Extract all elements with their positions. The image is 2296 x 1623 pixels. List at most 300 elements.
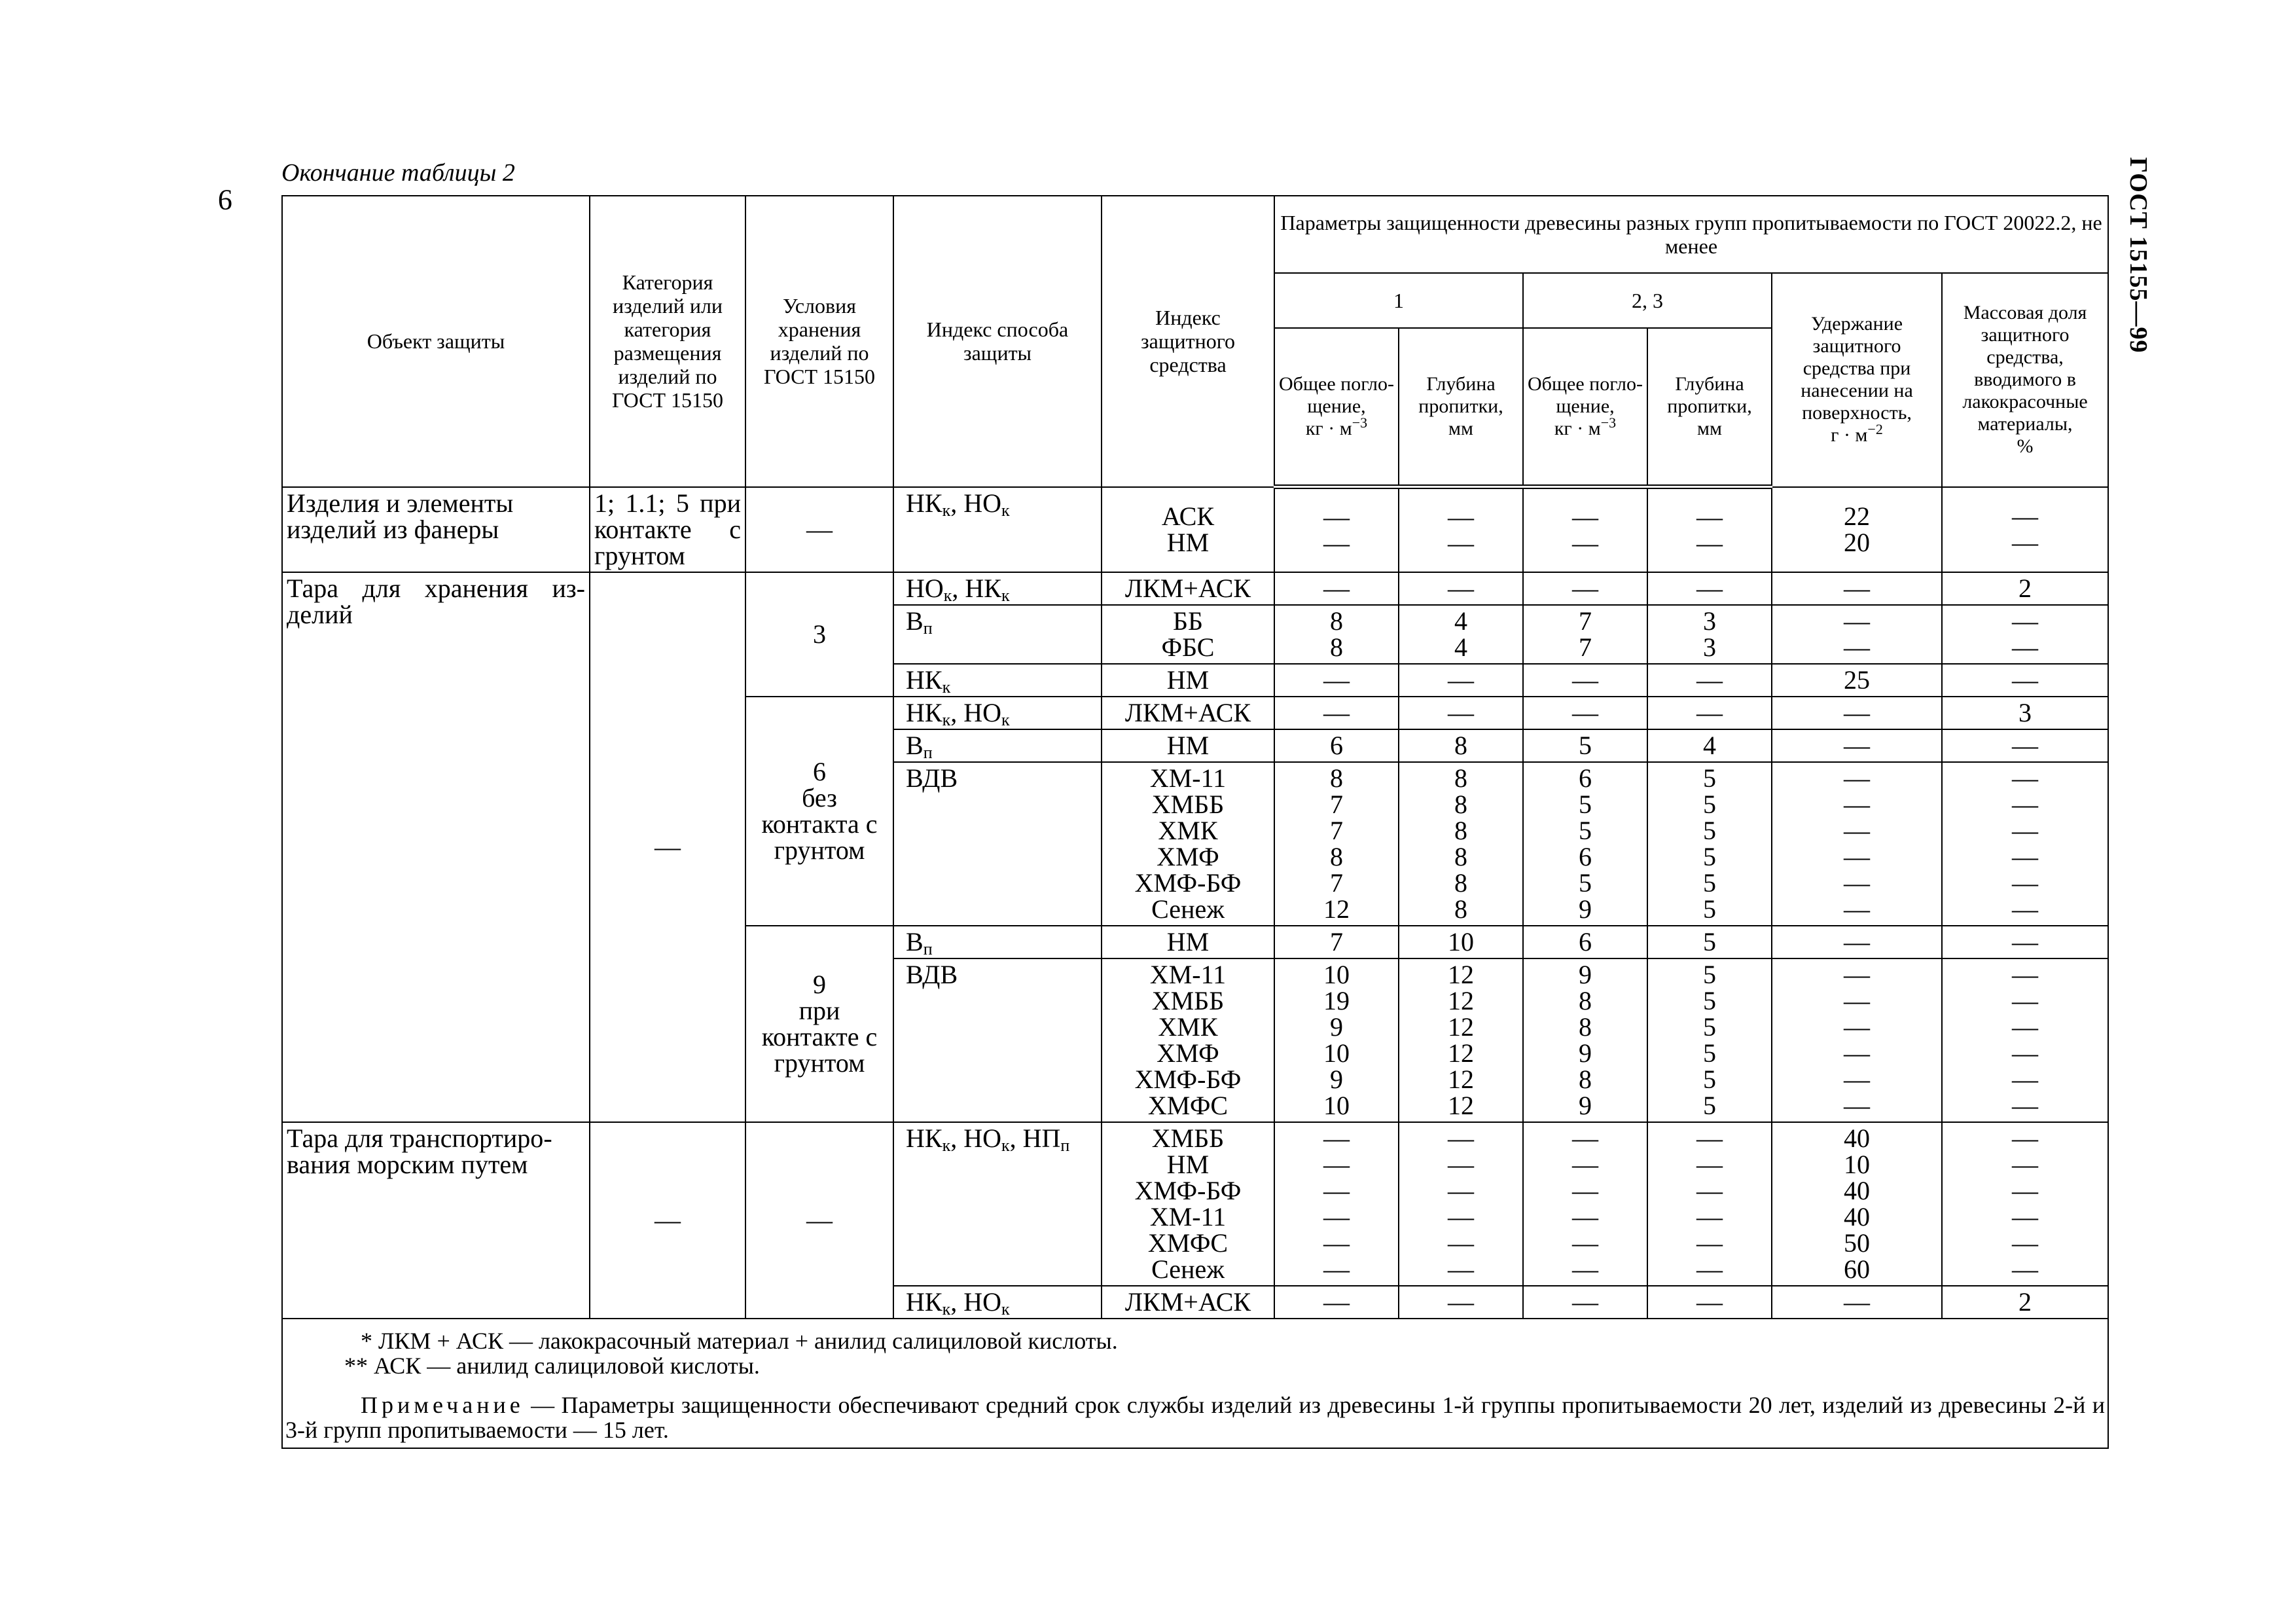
cell-line: 50 bbox=[1844, 1228, 1870, 1258]
value-cell: — bbox=[1523, 572, 1647, 605]
cell-line: 8 bbox=[1579, 1064, 1592, 1094]
absorption-label: Общее поглощение, bbox=[1279, 373, 1394, 417]
cell-line: ХМФ-БФ bbox=[1134, 1175, 1242, 1205]
cell-line: — bbox=[1696, 528, 1723, 558]
cell-line: 8 bbox=[1454, 815, 1467, 845]
cell-line: 5 bbox=[1703, 985, 1716, 1015]
value-cell bbox=[1399, 1122, 1523, 1286]
cell-line: ХМФС bbox=[1147, 1090, 1229, 1120]
header-g23-depth bbox=[1647, 328, 1772, 487]
value-cell: 25 bbox=[1772, 664, 1942, 697]
object-cell: Тара для хранения изделий bbox=[282, 572, 590, 1122]
cell-line: 7 bbox=[1330, 815, 1343, 845]
cell-line: без bbox=[802, 782, 837, 812]
conditions-cell: 3 bbox=[745, 572, 893, 697]
cell-line: 5 bbox=[1703, 1038, 1716, 1068]
value-cell: — bbox=[1399, 1286, 1523, 1319]
agent-cell: ЛКМ+АСК bbox=[1102, 572, 1274, 605]
cell-line: — bbox=[1323, 1175, 1350, 1205]
value-cell: — bbox=[1274, 697, 1399, 729]
cell-line: — bbox=[1323, 1254, 1350, 1284]
value-cell bbox=[1523, 1122, 1647, 1286]
cell-line: 7 bbox=[1579, 632, 1592, 662]
cell-line: — bbox=[2012, 1038, 2039, 1068]
cell-line: — bbox=[1844, 1090, 1870, 1120]
cell-line: — bbox=[2012, 1254, 2039, 1284]
cell-line: 5 bbox=[1703, 841, 1716, 871]
cell-line: 60 bbox=[1844, 1254, 1870, 1284]
cell-line: — bbox=[1572, 501, 1598, 532]
cell-line: — bbox=[1448, 1175, 1474, 1205]
note-text: — Параметры защищенности обеспечивают средний срок службы изделий из древесины 1-й группы пропитываемости 20 лет, изделий из древесины 2-й и 3-й групп пропитываемости — 15 лет. bbox=[285, 1391, 2106, 1443]
cell-line: — bbox=[1696, 501, 1723, 532]
cell-line: — bbox=[1448, 528, 1474, 558]
cell-line: 19 bbox=[1323, 985, 1350, 1015]
cell-line: ХМББ bbox=[1151, 789, 1225, 819]
cell-line: ХМФС bbox=[1147, 1228, 1229, 1258]
cell-line: — bbox=[1844, 606, 1870, 636]
value-cell bbox=[1772, 762, 1942, 926]
value-cell bbox=[1647, 605, 1772, 664]
cell-line: 5 bbox=[1579, 867, 1592, 898]
value-cell: 6 bbox=[1274, 729, 1399, 762]
header-mass bbox=[1942, 273, 2108, 487]
conditions-cell bbox=[745, 926, 893, 1122]
cell-line: контакта с bbox=[761, 809, 878, 839]
cell-line: 8 bbox=[1454, 841, 1467, 871]
cell-line: — bbox=[2012, 985, 2039, 1015]
cell-line: ББ bbox=[1173, 606, 1203, 636]
footnote-1: * ЛКМ + АСК — лакокрасочный материал + анилид салициловой кислоты. bbox=[361, 1327, 1118, 1354]
cell-line: контакте с bbox=[761, 1021, 878, 1051]
absorption-unit: кг · м bbox=[1305, 418, 1352, 439]
cell-line: Сенеж bbox=[1151, 1254, 1225, 1284]
cell-line: 9 bbox=[1579, 1038, 1592, 1068]
cell-line: — bbox=[1572, 1149, 1598, 1179]
header-retention-label: Удержание защитного средства при нанесении на поверхность, bbox=[1801, 313, 1913, 424]
cell-line: — bbox=[1844, 867, 1870, 898]
value-cell: 5 bbox=[1523, 729, 1647, 762]
cell-line: ХМК bbox=[1158, 1012, 1218, 1042]
cell-line: 12 bbox=[1448, 985, 1474, 1015]
value-cell bbox=[1523, 487, 1647, 572]
protection-table bbox=[281, 195, 2109, 1449]
cell-line: 9 bbox=[1579, 894, 1592, 924]
cell-line: 7 bbox=[1330, 789, 1343, 819]
value-cell: — bbox=[1399, 697, 1523, 729]
cell-line: 22 bbox=[1844, 501, 1870, 531]
cell-line: — bbox=[2012, 1228, 2039, 1258]
cell-line: 3 bbox=[1703, 606, 1716, 636]
cell-line: — bbox=[1844, 632, 1870, 662]
value-cell: 2 bbox=[1942, 1286, 2108, 1319]
cell-line: — bbox=[1844, 763, 1870, 793]
value-cell: — bbox=[1942, 729, 2108, 762]
cell-line: — bbox=[1572, 1201, 1598, 1231]
header-agent: Индекс защитного средства bbox=[1102, 196, 1274, 487]
value-cell: 4 bbox=[1647, 729, 1772, 762]
cell-line: 9 bbox=[1579, 959, 1592, 989]
cell-line: 10 bbox=[1323, 1038, 1350, 1068]
cell-line: 8 bbox=[1579, 985, 1592, 1015]
cell-line: 5 bbox=[1703, 789, 1716, 819]
method-cell: $В_п$ bbox=[893, 729, 1102, 762]
cell-line: 10 bbox=[1323, 1090, 1350, 1120]
depth-unit: мм bbox=[1697, 418, 1722, 439]
cell-line: 4 bbox=[1454, 632, 1467, 662]
header-retention-unit: г · м bbox=[1831, 424, 1868, 447]
agent-cell bbox=[1102, 605, 1274, 664]
cell-line: 7 bbox=[1330, 867, 1343, 898]
value-cell: — bbox=[1399, 664, 1523, 697]
value-cell bbox=[1523, 605, 1647, 664]
method-cell: ВДВ bbox=[893, 762, 1102, 926]
agent-cell: НМ bbox=[1102, 729, 1274, 762]
value-cell bbox=[1942, 1122, 2108, 1286]
cell-line: НМ bbox=[1166, 1149, 1210, 1179]
value-cell: 10 bbox=[1399, 926, 1523, 958]
cell-line: ФБС bbox=[1161, 632, 1215, 662]
value-cell: 5 bbox=[1647, 926, 1772, 958]
value-cell: — bbox=[1772, 697, 1942, 729]
cell-line: 5 bbox=[1703, 1090, 1716, 1120]
value-cell: — bbox=[1523, 664, 1647, 697]
header-group-2-3: 2, 3 bbox=[1523, 273, 1772, 328]
cell-line: 12 bbox=[1448, 1090, 1474, 1120]
note-label: Примечание bbox=[361, 1391, 524, 1418]
cell-line: — bbox=[2012, 894, 2039, 924]
cell-line: 8 bbox=[1330, 841, 1343, 871]
cell-line: — bbox=[1844, 815, 1870, 845]
value-cell bbox=[1772, 958, 1942, 1122]
header-object: Объект защиты bbox=[282, 196, 590, 487]
cell-line: — bbox=[1696, 1149, 1723, 1179]
agent-cell: НМ bbox=[1102, 664, 1274, 697]
depth-label: Глубина пропитки, bbox=[1418, 373, 1503, 417]
value-cell bbox=[1942, 487, 2108, 572]
value-cell: — bbox=[1274, 664, 1399, 697]
cell-line: — bbox=[1844, 985, 1870, 1015]
category-cell: — bbox=[590, 1122, 745, 1319]
agent-cell bbox=[1102, 958, 1274, 1122]
cell-line: 8 bbox=[1454, 867, 1467, 898]
method-cell: $НК_к$, $НО_к$ bbox=[893, 1286, 1102, 1319]
value-cell: — bbox=[1523, 697, 1647, 729]
value-cell bbox=[1523, 958, 1647, 1122]
absorption-exp: −3 bbox=[1352, 414, 1368, 431]
cell-line: — bbox=[1844, 1064, 1870, 1094]
cell-line: 20 bbox=[1844, 527, 1870, 557]
cell-line: 12 bbox=[1448, 959, 1474, 989]
value-cell bbox=[1399, 487, 1523, 572]
cell-line: 40 bbox=[1844, 1123, 1870, 1153]
cell-line: 12 bbox=[1448, 1064, 1474, 1094]
method-cell: $НК_к$, $НО_к$, $НП_п$ bbox=[893, 1122, 1102, 1286]
value-cell: — bbox=[1647, 572, 1772, 605]
cell-line: 5 bbox=[1579, 789, 1592, 819]
cell-line: — bbox=[2012, 959, 2039, 989]
method-cell: $НК_к$, $НО_к$ bbox=[893, 697, 1102, 729]
cell-line: при bbox=[798, 995, 840, 1025]
cell-line: 12 bbox=[1448, 1012, 1474, 1042]
cell-line: — bbox=[1323, 1228, 1350, 1258]
cell-line: — bbox=[1844, 841, 1870, 871]
value-cell: 3 bbox=[1942, 697, 2108, 729]
cell-line: — bbox=[1844, 1038, 1870, 1068]
cell-line: — bbox=[2012, 1090, 2039, 1120]
agent-cell bbox=[1102, 487, 1274, 572]
cell-line: грунтом bbox=[774, 835, 865, 865]
method-cell: $В_п$ bbox=[893, 926, 1102, 958]
cell-line: — bbox=[2012, 867, 2039, 898]
cell-line: — bbox=[1844, 894, 1870, 924]
cell-line: 5 bbox=[1703, 763, 1716, 793]
cell-line: — bbox=[1844, 959, 1870, 989]
cell-line: ХМФ-БФ bbox=[1134, 1064, 1242, 1094]
value-cell bbox=[1647, 1122, 1772, 1286]
cell-line: — bbox=[1323, 1201, 1350, 1231]
cell-line: — bbox=[1696, 1228, 1723, 1258]
cell-line: — bbox=[1323, 528, 1350, 558]
cell-line: — bbox=[1696, 1123, 1723, 1153]
cell-line: — bbox=[2012, 789, 2039, 819]
value-cell bbox=[1942, 605, 2108, 664]
cell-line: 5 bbox=[1703, 815, 1716, 845]
cell-line: — bbox=[2012, 815, 2039, 845]
agent-cell: НМ bbox=[1102, 926, 1274, 958]
depth-label: Глубина пропитки, bbox=[1667, 373, 1752, 417]
value-cell bbox=[1523, 762, 1647, 926]
cell-line: — bbox=[1323, 501, 1350, 532]
value-cell: — bbox=[1772, 1286, 1942, 1319]
cell-line: 5 bbox=[1703, 894, 1716, 924]
value-cell bbox=[1647, 487, 1772, 572]
value-cell bbox=[1399, 762, 1523, 926]
cell-line: 8 bbox=[1330, 606, 1343, 636]
method-cell: $НК_к$ bbox=[893, 664, 1102, 697]
cell-line: ХМ-11 bbox=[1149, 763, 1227, 793]
cell-line: — bbox=[2012, 606, 2039, 636]
cell-line: 8 bbox=[1579, 1012, 1592, 1042]
cell-line: — bbox=[1448, 1201, 1474, 1231]
cell-line: — bbox=[1572, 1228, 1598, 1258]
category-cell: — bbox=[590, 572, 745, 1122]
agent-cell: ЛКМ+АСК bbox=[1102, 697, 1274, 729]
value-cell bbox=[1274, 958, 1399, 1122]
cell-line: ХМББ bbox=[1151, 1123, 1225, 1153]
value-cell: — bbox=[1772, 926, 1942, 958]
conditions-cell: — bbox=[745, 487, 893, 572]
method-cell: $НК_к$, $НО_к$ bbox=[893, 487, 1102, 572]
page-number: 9 bbox=[218, 184, 232, 216]
cell-line: ХМББ bbox=[1151, 985, 1225, 1015]
cell-line: — bbox=[2012, 1123, 2039, 1153]
cell-line: АСК bbox=[1161, 501, 1215, 531]
cell-line: 9 bbox=[1330, 1064, 1343, 1094]
standard-designation: ГОСТ 15155—99 bbox=[2125, 157, 2152, 354]
table-row bbox=[282, 572, 2108, 605]
cell-line: 8 bbox=[1330, 632, 1343, 662]
table-header bbox=[282, 196, 2108, 487]
cell-line: 9 bbox=[813, 969, 826, 999]
table-row bbox=[282, 1122, 2108, 1286]
value-cell bbox=[1647, 762, 1772, 926]
cell-line: — bbox=[1844, 1012, 1870, 1042]
value-cell bbox=[1274, 1122, 1399, 1286]
cell-line: — bbox=[2012, 527, 2039, 557]
notes-row bbox=[282, 1319, 2108, 1448]
header-retention bbox=[1772, 273, 1942, 487]
cell-line: ХМФ-БФ bbox=[1134, 867, 1242, 898]
header-retention-exp: −2 bbox=[1867, 421, 1883, 438]
header-mass-label: Массовая доля защитного средства, вводимого в лакокрасочные материалы, bbox=[1962, 302, 2088, 435]
notes-cell bbox=[282, 1319, 2108, 1448]
cell-line: — bbox=[2012, 841, 2039, 871]
cell-line: — bbox=[2012, 632, 2039, 662]
value-cell bbox=[1399, 605, 1523, 664]
conditions-cell bbox=[745, 697, 893, 926]
cell-line: — bbox=[1696, 1175, 1723, 1205]
header-g1-absorption bbox=[1274, 328, 1399, 487]
header-g1-depth bbox=[1399, 328, 1523, 487]
footnote-2: ** АСК — анилид салициловой кислоты. bbox=[344, 1352, 760, 1379]
value-cell bbox=[1772, 605, 1942, 664]
cell-line: 6 bbox=[1579, 841, 1592, 871]
cell-line: 9 bbox=[1330, 1012, 1343, 1042]
value-cell: — bbox=[1647, 697, 1772, 729]
cell-line: ХМФ bbox=[1157, 841, 1219, 871]
cell-line: 5 bbox=[1579, 815, 1592, 845]
value-cell bbox=[1274, 487, 1399, 572]
table-note bbox=[285, 1393, 2105, 1442]
value-cell: — bbox=[1772, 572, 1942, 605]
cell-line: 3 bbox=[1703, 632, 1716, 662]
value-cell: — bbox=[1274, 572, 1399, 605]
agent-cell: ЛКМ+АСК bbox=[1102, 1286, 1274, 1319]
value-cell bbox=[1942, 958, 2108, 1122]
table-caption: Окончание таблицы 2 bbox=[281, 159, 515, 187]
cell-line: 8 bbox=[1454, 789, 1467, 819]
conditions-cell: — bbox=[745, 1122, 893, 1319]
cell-line: 5 bbox=[1703, 1064, 1716, 1094]
value-cell: — bbox=[1274, 1286, 1399, 1319]
object-cell: Изделия и элементы изделий из фанеры bbox=[282, 487, 590, 572]
cell-line: Сенеж bbox=[1151, 894, 1225, 924]
value-cell: — bbox=[1647, 1286, 1772, 1319]
value-cell: — bbox=[1942, 926, 2108, 958]
object-cell: Тара для транспортирования морским путем bbox=[282, 1122, 590, 1319]
cell-line: 6 bbox=[1579, 763, 1592, 793]
cell-line: ХМ-11 bbox=[1149, 1201, 1227, 1231]
value-cell: — bbox=[1772, 729, 1942, 762]
cell-line: — bbox=[2012, 1149, 2039, 1179]
method-cell: $НО_к$, $НК_к$ bbox=[893, 572, 1102, 605]
cell-line: 4 bbox=[1454, 606, 1467, 636]
header-mass-unit: % bbox=[2017, 435, 2034, 458]
cell-line: — bbox=[2012, 1175, 2039, 1205]
cell-line: грунтом bbox=[774, 1048, 865, 1078]
absorption-label: Общее поглощение, bbox=[1528, 373, 1643, 417]
method-cell: $В_п$ bbox=[893, 605, 1102, 664]
agent-cell bbox=[1102, 1122, 1274, 1286]
agent-cell bbox=[1102, 762, 1274, 926]
cell-line: 40 bbox=[1844, 1175, 1870, 1205]
cell-line: — bbox=[1572, 1254, 1598, 1284]
value-cell bbox=[1772, 1122, 1942, 1286]
cell-line: — bbox=[2012, 501, 2039, 531]
cell-line: — bbox=[2012, 1064, 2039, 1094]
cell-line: 5 bbox=[1703, 1012, 1716, 1042]
cell-line: — bbox=[1448, 1149, 1474, 1179]
value-cell bbox=[1647, 958, 1772, 1122]
value-cell: 7 bbox=[1274, 926, 1399, 958]
cell-line: — bbox=[1572, 1175, 1598, 1205]
absorption-unit: кг · м bbox=[1554, 418, 1601, 439]
cell-line: — bbox=[1844, 789, 1870, 819]
cell-line: 8 bbox=[1454, 894, 1467, 924]
cell-line: — bbox=[2012, 763, 2039, 793]
cell-line: 8 bbox=[1454, 763, 1467, 793]
value-cell bbox=[1942, 762, 2108, 926]
cell-line: 10 bbox=[1323, 959, 1350, 989]
cell-line: ХМ-11 bbox=[1149, 959, 1227, 989]
cell-line: — bbox=[1448, 1228, 1474, 1258]
cell-line: НМ bbox=[1166, 527, 1210, 557]
category-cell: 1; 1.1; 5 при контакте с грунтом bbox=[590, 487, 745, 572]
value-cell: — bbox=[1523, 1286, 1647, 1319]
header-conditions: Условия хранения изделий по ГОСТ 15150 bbox=[745, 196, 893, 487]
cell-line: 5 bbox=[1703, 959, 1716, 989]
value-cell: — bbox=[1647, 664, 1772, 697]
cell-line: ХМФ bbox=[1157, 1038, 1219, 1068]
cell-line: — bbox=[2012, 1012, 2039, 1042]
header-method: Индекс способа защиты bbox=[893, 196, 1102, 487]
cell-line: 10 bbox=[1844, 1149, 1870, 1179]
cell-line: 12 bbox=[1323, 894, 1350, 924]
cell-line: — bbox=[1572, 528, 1598, 558]
cell-line: — bbox=[1572, 1123, 1598, 1153]
value-cell: 2 bbox=[1942, 572, 2108, 605]
header-category: Категория изделий или категория размещения изделий по ГОСТ 15150 bbox=[590, 196, 745, 487]
cell-line: 9 bbox=[1579, 1090, 1592, 1120]
method-cell: ВДВ bbox=[893, 958, 1102, 1122]
value-cell: — bbox=[1399, 572, 1523, 605]
cell-line: 6 bbox=[813, 756, 826, 786]
value-cell: 6 bbox=[1523, 926, 1647, 958]
cell-line: — bbox=[1696, 1201, 1723, 1231]
table-row bbox=[282, 487, 2108, 572]
header-g23-absorption bbox=[1523, 328, 1647, 487]
cell-line: 5 bbox=[1703, 867, 1716, 898]
absorption-exp: −3 bbox=[1600, 414, 1617, 431]
cell-line: — bbox=[2012, 1201, 2039, 1231]
value-cell: 8 bbox=[1399, 729, 1523, 762]
value-cell: — bbox=[1942, 664, 2108, 697]
cell-line: — bbox=[1448, 1254, 1474, 1284]
cell-line: — bbox=[1696, 1254, 1723, 1284]
cell-line: ХМК bbox=[1158, 815, 1218, 845]
cell-line: — bbox=[1448, 1123, 1474, 1153]
cell-line: 7 bbox=[1579, 606, 1592, 636]
value-cell bbox=[1274, 605, 1399, 664]
cell-line: — bbox=[1323, 1149, 1350, 1179]
cell-line: 8 bbox=[1330, 763, 1343, 793]
value-cell bbox=[1274, 762, 1399, 926]
cell-line: 40 bbox=[1844, 1201, 1870, 1231]
header-params: Параметры защищенности древесины разных групп пропитываемости по ГОСТ 20022.2, не менее bbox=[1274, 196, 2108, 273]
value-cell bbox=[1399, 958, 1523, 1122]
depth-unit: мм bbox=[1448, 418, 1473, 439]
